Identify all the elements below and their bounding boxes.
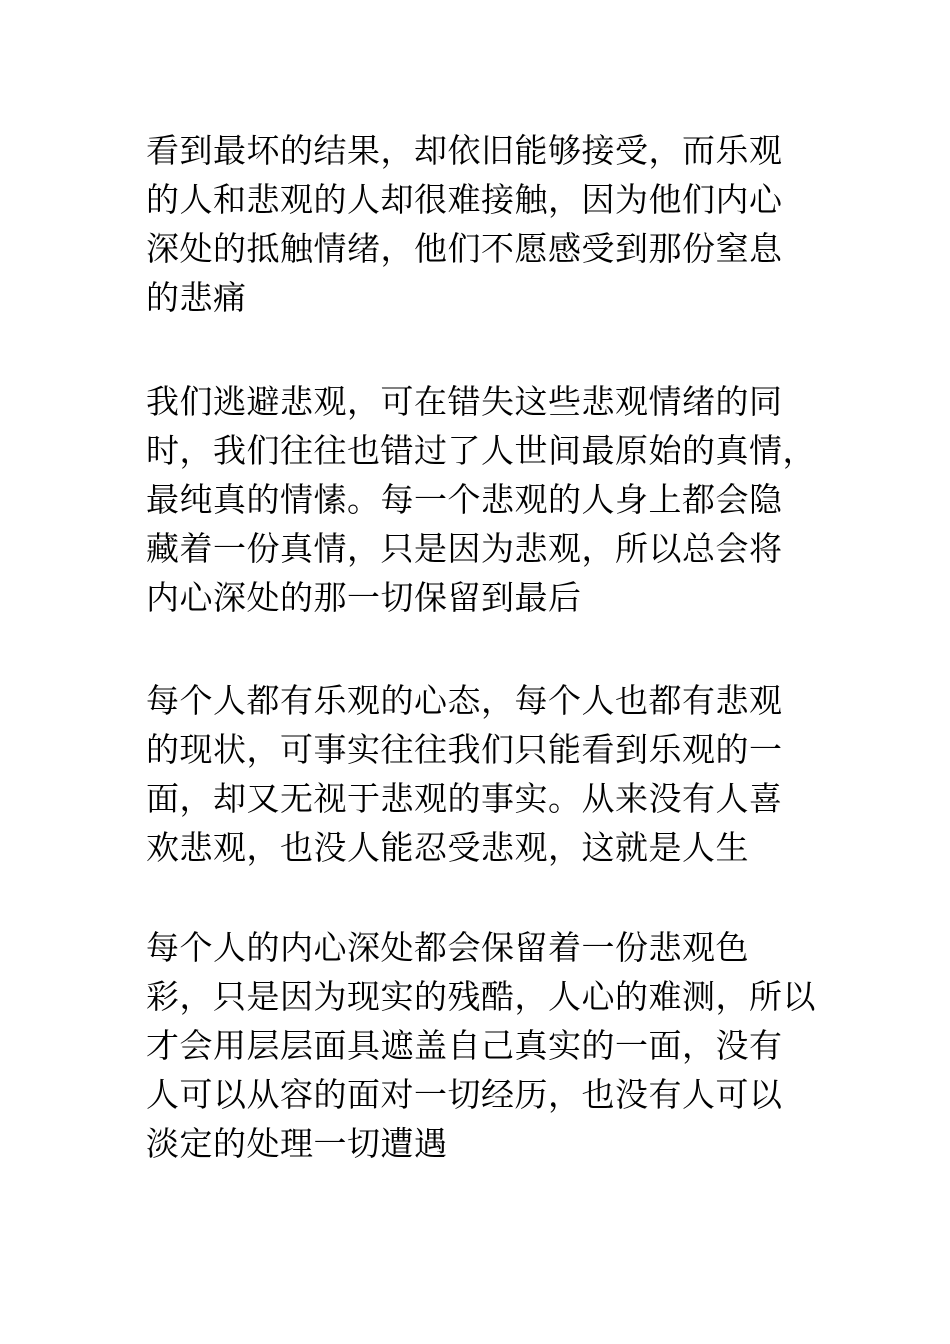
paragraph-line: 我们逃避悲观，可在错失这些悲观情绪的同 [146,382,783,421]
paragraph-line: 每个人的内心深处都会保留着一份悲观色 [146,928,749,967]
paragraph-line: 面，却又无视于悲观的事实。从来没有人喜 [146,779,783,818]
paragraph-line: 的现状，可事实往往我们只能看到乐观的一 [146,730,783,769]
paragraph-3 [146,676,836,872]
paragraph-line: 看到最坏的结果，却依旧能够接受，而乐观 [146,131,783,170]
paragraph-line: 欢悲观，也没人能忍受悲观，这就是人生 [146,828,749,867]
paragraph-line: 深处的抵触情绪，他们不愿感受到那份窒息 [146,229,783,268]
paragraph-4 [146,923,836,1168]
paragraph-line: 的人和悲观的人却很难接触，因为他们内心 [146,180,783,219]
paragraph-line: 最纯真的情愫。每一个悲观的人身上都会隐 [146,480,783,519]
paragraph-line: 人可以从容的面对一切经历，也没有人可以 [146,1075,783,1114]
paragraph-1 [146,126,836,322]
paragraph-line: 的悲痛 [146,278,247,317]
paragraph-line: 淡定的处理一切遭遇 [146,1124,448,1163]
paragraph-line: 彩，只是因为现实的残酷，人心的难测，所以 [146,977,816,1016]
paragraph-line: 内心深处的那一切保留到最后 [146,578,582,617]
paragraph-line: 时，我们往往也错过了人世间最原始的真情， [146,431,816,470]
paragraph-line: 每个人都有乐观的心态，每个人也都有悲观 [146,681,783,720]
paragraph-line: 藏着一份真情，只是因为悲观，所以总会将 [146,529,783,568]
paragraph-line: 才会用层层面具遮盖自己真实的一面，没有 [146,1026,783,1065]
paragraph-2 [146,377,836,622]
